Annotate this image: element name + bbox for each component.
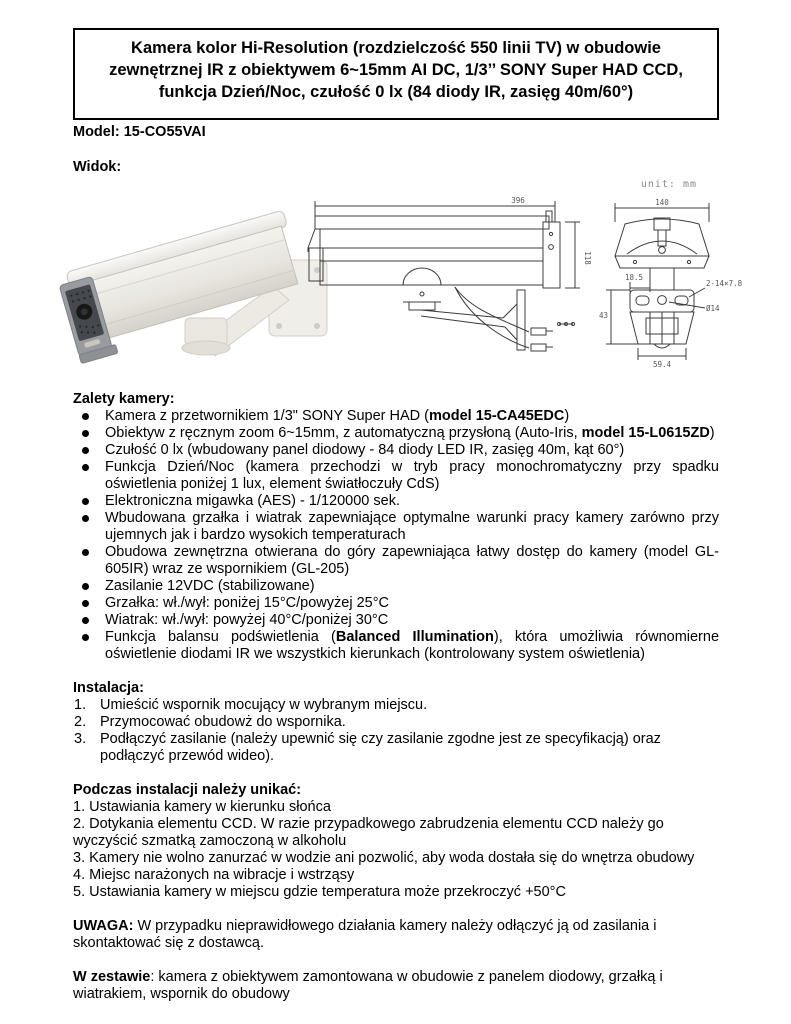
warning-text: W przypadku nieprawidłowego działania kamery należy odłączyć ją od zasilania i skontaktować się z dostawcą. [73, 918, 657, 951]
camera-housing [57, 210, 308, 363]
kit-text: : kamera z obiektywem zamontowana w obudowie z panelem diodowy, grzałką i wiatrakiem, wspornik do obudowy [73, 969, 663, 1002]
view-section-label: Widok: [73, 159, 122, 175]
side-view-drawing [303, 192, 605, 368]
installation-list [73, 697, 719, 765]
kit-label: W zestawie [73, 969, 151, 985]
advantages-list [73, 408, 719, 663]
avoid-item: 2. Dotykania elementu CCD. W razie przypadkowego zabrudzenia elementu CCD należy go wyczyścić szmatką zamoczoną w alkoholu [73, 816, 664, 849]
installation-section [73, 680, 719, 765]
rear-width-dim: 140 [655, 198, 669, 207]
installation-step: Umieścić wspornik mocujący w wybranym miejscu. [100, 697, 428, 713]
title-box [73, 28, 719, 120]
advantage-item: Kamera z przetwornikiem 1/3" SONY Super HAD (model 15-CA45EDC) [73, 408, 719, 425]
advantages-heading: Zalety kamery: [73, 391, 175, 407]
side-height-dim: 118 [583, 251, 592, 265]
advantage-item: Wbudowana grzałka i wiatrak zapewniające optymalne warunki pracy kamery zarówno przy ujemnych jak i bardzo wysokich temperaturach [73, 510, 719, 544]
advantage-item: Elektroniczna migawka (AES) - 1/120000 sek. [73, 493, 719, 510]
side-width-dim: 396 [511, 196, 525, 205]
advantage-item: Funkcja Dzień/Noc (kamera przechodzi w tryb pracy monochromatyczny przy spadku oświetlenia poniżej 1 lux, element światłoczuły CdS) [73, 459, 719, 493]
avoid-item: 4. Miejsc narażonych na wibracje i wstrząsy [73, 867, 355, 883]
rear-slot-dim: 2-14×7.8 [706, 279, 743, 288]
advantage-item: Czułość 0 lx (wbudowany panel diodowy - 84 diody LED IR, zasięg 40m, kąt 60°) [73, 442, 719, 459]
advantage-item: Zasilanie 12VDC (stabilizowane) [73, 578, 719, 595]
page-title: zewnętrznej IR z obiektywem 6~15mm AI DC, 1/3’’ SONY Super HAD CCD, [109, 61, 683, 79]
warning-label: UWAGA: [73, 918, 134, 934]
advantage-item: Obudowa zewnętrzna otwierana do góry zapewniająca łatwy dostęp do kamery (model GL-605IR) wraz ze wspornikiem (GL-205) [73, 544, 719, 578]
unit-note: unit: mm [640, 179, 697, 190]
advantage-item: Wiatrak: wł./wył: powyżej 40°C/poniżej 30°C [73, 612, 719, 629]
installation-step: Przymocować obudowż do wspornika. [100, 714, 346, 730]
kit-paragraph [73, 969, 719, 1003]
advantage-item: Grzałka: wł./wył: poniżej 15°C/powyżej 25°C [73, 595, 719, 612]
avoid-heading: Podczas instalacji należy unikać: [73, 782, 302, 798]
avoid-list [73, 799, 719, 901]
model-number: Model: 15-CO55VAI [73, 124, 206, 140]
advantages-section [73, 391, 719, 663]
installation-heading: Instalacja: [73, 680, 144, 696]
rear-hole-dim: Ø14 [706, 304, 720, 313]
rear-view-drawing [593, 196, 743, 370]
page-title: funkcja Dzień/Noc, czułość 0 lx (84 diody IR, zasięg 40m/60°) [158, 83, 634, 101]
warning-paragraph [73, 918, 719, 952]
advantage-item: Funkcja balansu podświetlenia (Balanced Illumination), która umożliwia równomierne oświetlenie diodami IR we wszystkich kierunkach (kontrolowany system oświetlenia) [73, 629, 719, 663]
figures-area [73, 176, 743, 374]
avoid-section [73, 782, 719, 901]
rear-side-dim: 43 [599, 311, 609, 320]
avoid-item: 3. Kamery nie wolno zanurzać w wodzie ani pozwolić, aby woda dostała się do wnętrza obudowy [73, 850, 695, 866]
rear-offset-dim: 18.5 [625, 273, 644, 282]
avoid-item: 5. Ustawiania kamery w miejscu gdzie temperatura może przekroczyć +50°C [73, 884, 566, 900]
rear-base-dim: 59.4 [652, 360, 672, 369]
installation-step: Podłączyć zasilanie (należy upewnić się czy zasilanie zgodne jest ze specyfikacją) oraz podłączyć przewód wideo). [100, 731, 661, 764]
avoid-item: 1. Ustawiania kamery w kierunku słońca [73, 799, 331, 815]
advantage-item: Obiektyw z ręcznym zoom 6~15mm, z automatyczną przysłoną (Auto-Iris, model 15-L0615ZD) [73, 425, 719, 442]
page-title: Kamera kolor Hi-Resolution (rozdzielczość 550 linii TV) w obudowie [131, 39, 661, 57]
